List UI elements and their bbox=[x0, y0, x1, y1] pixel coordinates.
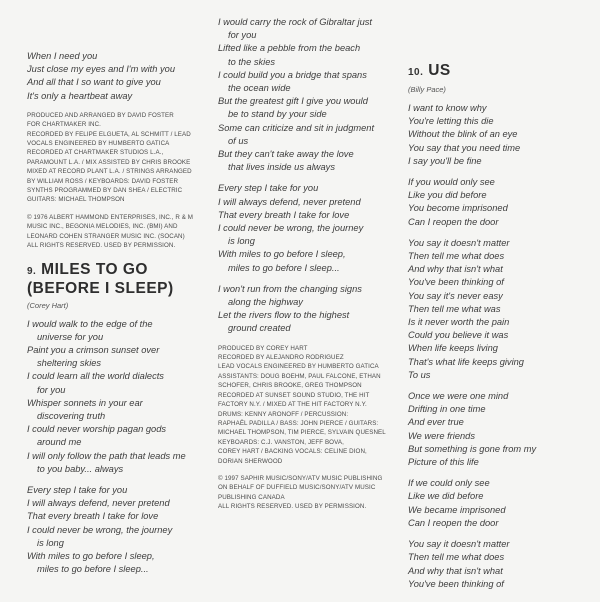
lyric-line: And ever true bbox=[408, 417, 464, 428]
lyric-line: ground created bbox=[228, 323, 291, 334]
lyric-line: If you would only see bbox=[408, 177, 495, 188]
lyric-line: But the greatest gift I give you would bbox=[218, 96, 368, 107]
lyric-line: Picture of this life bbox=[408, 457, 479, 468]
lyric-line: is long bbox=[37, 537, 64, 548]
column-right bbox=[408, 0, 592, 599]
lyric-line: You've been thinking of bbox=[408, 277, 504, 288]
lyric-line: Every step I take for you bbox=[218, 183, 319, 194]
lyric-line: And why that isn't what bbox=[408, 264, 503, 275]
lyric-line: You say that you need time bbox=[408, 142, 521, 153]
lyric-line: That every breath I take for love bbox=[27, 511, 159, 522]
copyright-line: ALL RIGHTS RESERVED. USED BY PERMISSION. bbox=[218, 503, 367, 511]
lyrics-stanza bbox=[218, 283, 394, 336]
lyric-line: We were friends bbox=[408, 430, 475, 441]
lyric-line: Just close my eyes and I'm with you bbox=[27, 64, 176, 75]
lyric-line: miles to go before I sleep... bbox=[37, 564, 149, 575]
lyrics-stanza bbox=[408, 237, 592, 382]
lyric-line: Paint you a crimson sunset over bbox=[27, 344, 160, 355]
lyric-line: Can I reopen the door bbox=[408, 517, 499, 528]
lyric-line: I could never be wrong, the journey bbox=[27, 524, 173, 535]
credit-line: GUITARS: MICHAEL THOMPSON bbox=[27, 196, 125, 204]
credit-line: FOR CHARTMAKER INC. bbox=[27, 121, 101, 129]
credit-line: KEYBOARDS: C.J. VANSTON, JEFF BOVA, bbox=[218, 438, 344, 446]
credits-block bbox=[218, 344, 394, 466]
lyric-line: I will always defend, never pretend bbox=[218, 196, 361, 207]
copyright-line: LEONARD COHEN STRANGER MUSIC INC. (SOCAN) bbox=[27, 232, 185, 240]
credit-line: FACTORY N.Y. / MIXED AT THE HIT FACTORY N.Y. bbox=[218, 401, 367, 409]
lyric-line: I would walk to the edge of the bbox=[27, 318, 153, 329]
song-title: MILES TO GO bbox=[41, 260, 148, 278]
lyric-line: Lifted like a pebble from the beach bbox=[218, 43, 361, 54]
lyric-line: Could you believe it was bbox=[408, 330, 509, 341]
lyric-line: I could learn all the world dialects bbox=[27, 371, 164, 382]
lyric-line: With miles to go before I sleep, bbox=[218, 249, 346, 260]
copyright-line: © 1976 ALBERT HAMMOND ENTERPRISES, INC., R & M bbox=[27, 213, 194, 221]
credit-line: COREY HART / BACKING VOCALS: CELINE DION, bbox=[218, 448, 367, 456]
lyrics-stanza bbox=[408, 176, 592, 229]
lyric-line: Then tell me what does bbox=[408, 251, 505, 262]
credit-line: RECORDED AT CHARTMAKER STUDIOS L.A., bbox=[27, 149, 164, 157]
credit-line: RECORDED BY FELIPE ELGUETA, AL SCHMITT / LEAD bbox=[27, 130, 191, 138]
song-writer: (Billy Pace) bbox=[408, 85, 446, 94]
copyright-line: © 1997 SAPHIR MUSIC/SONY/ATV MUSIC PUBLISHING bbox=[218, 474, 383, 482]
copyright-line: ON BEHALF OF DUFFIELD MUSIC/SONY/ATV MUSIC bbox=[218, 484, 376, 492]
lyric-line: I won't run from the changing signs bbox=[218, 283, 362, 294]
copyright-line: MUSIC INC., BEGONIA MELODIES, INC. (BMI) AND bbox=[27, 223, 178, 231]
lyric-line: You're letting this die bbox=[408, 116, 494, 127]
copyright-block bbox=[218, 474, 394, 512]
credit-line: BY WILLIAM ROSS / KEYBOARDS: DAVID FOSTER bbox=[27, 177, 179, 185]
lyrics-stanza bbox=[27, 50, 213, 103]
lyric-line: sheltering skies bbox=[37, 358, 102, 369]
column-middle bbox=[218, 0, 394, 520]
credit-line: PARAMOUNT L.A. / MIX ASSISTED BY CHRIS BROOKE bbox=[27, 158, 191, 166]
song-number: 10. bbox=[408, 67, 424, 78]
song-writer: (Corey Hart) bbox=[27, 300, 69, 310]
lyric-line: I will only follow the path that leads me bbox=[27, 450, 186, 461]
lyric-line: around me bbox=[37, 437, 82, 448]
lyric-line: And why that isn't what bbox=[408, 565, 503, 576]
lyric-line: When I need you bbox=[27, 51, 98, 61]
lyrics-stanza bbox=[27, 318, 213, 476]
lyric-line: discovering truth bbox=[37, 410, 106, 421]
lyrics-stanza bbox=[408, 102, 592, 168]
lyric-line: along the highway bbox=[228, 297, 303, 308]
copyright-block bbox=[27, 213, 213, 251]
credit-line: VOCALS ENGINEERED BY HUMBERTO GATICA bbox=[27, 140, 170, 148]
lyrics-stanza bbox=[218, 16, 394, 174]
lyric-line: I would carry the rock of Gibraltar just bbox=[218, 17, 372, 27]
lyric-line: That's what life keeps giving bbox=[408, 356, 524, 367]
lyric-line: It's only a heartbeat away bbox=[27, 90, 133, 101]
lyric-line: be to stand by your side bbox=[228, 109, 327, 120]
lyric-line: for you bbox=[37, 384, 66, 395]
lyric-line: When life keeps living bbox=[408, 343, 498, 354]
song-number: 9. bbox=[27, 265, 37, 277]
lyric-line: for you bbox=[228, 30, 257, 41]
lyric-line: You say it doesn't matter bbox=[408, 237, 510, 248]
lyric-line: to you baby... always bbox=[37, 463, 124, 474]
lyric-line: Every step I take for you bbox=[27, 484, 128, 495]
lyric-line: And all that I so want to give you bbox=[27, 77, 161, 88]
lyric-line: I want to know why bbox=[408, 103, 487, 113]
song-title-continued: (BEFORE I SLEEP) bbox=[27, 279, 174, 297]
lyric-line: Once we were one mind bbox=[408, 391, 509, 402]
song-heading bbox=[408, 62, 592, 81]
lyrics-chorus bbox=[218, 182, 394, 274]
lyric-line: Is it never worth the pain bbox=[408, 317, 510, 328]
lyric-line: But something is gone from my bbox=[408, 443, 537, 454]
lyric-line: of us bbox=[228, 135, 249, 146]
lyric-line: If we could only see bbox=[408, 478, 490, 489]
credit-line: MICHAEL THOMPSON, TIM PIERCE, SYLVAIN QUESNEL bbox=[218, 429, 386, 437]
lyric-line: that lives inside us always bbox=[228, 162, 335, 173]
credit-line: SCHOFER, CHRIS BROOKE, GREG THOMPSON bbox=[218, 382, 362, 390]
copyright-line: ALL RIGHTS RESERVED. USED BY PERMISSION. bbox=[27, 242, 176, 250]
copyright-line: PUBLISHING CANADA bbox=[218, 493, 285, 501]
lyric-line: the ocean wide bbox=[228, 83, 291, 94]
lyric-line: to the skies bbox=[228, 56, 276, 67]
lyric-line: miles to go before I sleep... bbox=[228, 262, 340, 273]
lyric-line: Then tell me what does bbox=[408, 552, 505, 563]
lyric-line: Without the blink of an eye bbox=[408, 129, 518, 140]
lyrics-stanza bbox=[408, 390, 592, 469]
lyric-line: I could never be wrong, the journey bbox=[218, 223, 364, 234]
credit-line: RAPHAËL PADILLA / BASS: JOHN PIERCE / GUITARS: bbox=[218, 419, 379, 427]
song-heading bbox=[27, 261, 213, 297]
lyric-line: That every breath I take for love bbox=[218, 209, 350, 220]
lyric-line: I could build you a bridge that spans bbox=[218, 69, 367, 80]
lyric-line: Like you did before bbox=[408, 190, 487, 201]
column-left bbox=[27, 0, 213, 584]
credit-line: ASSISTANTS: DOUG BOEHM, PAUL FALCONE, ETHAN bbox=[218, 372, 381, 380]
lyric-line: is long bbox=[228, 236, 255, 247]
lyric-line: Whisper sonnets in your ear bbox=[27, 397, 143, 408]
credit-line: LEAD VOCALS ENGINEERED BY HUMBERTO GATICA bbox=[218, 363, 379, 371]
lyric-line: Then tell me what was bbox=[408, 303, 501, 314]
lyric-line: But they can't take away the love bbox=[218, 149, 354, 160]
lyric-line: You've been thinking of bbox=[408, 578, 504, 589]
lyric-line: You say it's never easy bbox=[408, 290, 503, 301]
lyric-line: I will always defend, never pretend bbox=[27, 498, 170, 509]
lyric-line: To us bbox=[408, 369, 431, 380]
lyric-line: We became imprisoned bbox=[408, 504, 506, 515]
credit-line: RECORDED BY ALEJANDRO RODRIGUEZ bbox=[218, 354, 344, 362]
lyric-line: I say you'll be fine bbox=[408, 155, 482, 166]
credit-line: DRUMS: KENNY ARONOFF / PERCUSSION: bbox=[218, 410, 349, 418]
lyric-line: Some can criticize and sit in judgment bbox=[218, 122, 375, 133]
lyric-line: You become imprisoned bbox=[408, 203, 508, 214]
song-title: US bbox=[428, 62, 451, 79]
credit-line: MIXED AT RECORD PLANT L.A. / STRINGS ARRANGED bbox=[27, 168, 192, 176]
lyrics-stanza bbox=[408, 477, 592, 530]
credit-line: SYNTHS PROGRAMMED BY DAN SHEA / ELECTRIC bbox=[27, 187, 183, 195]
lyrics-chorus bbox=[27, 484, 213, 576]
lyric-line: With miles to go before I sleep, bbox=[27, 550, 155, 561]
lyric-line: I could never worship pagan gods bbox=[27, 424, 167, 435]
credit-line: DORIAN SHERWOOD bbox=[218, 457, 283, 465]
lyric-line: Can I reopen the door bbox=[408, 216, 499, 227]
credit-line: RECORDED AT SUNSET SOUND STUDIO, THE HIT bbox=[218, 391, 370, 399]
lyrics-stanza bbox=[408, 538, 592, 591]
lyric-line: You say it doesn't matter bbox=[408, 539, 510, 550]
lyric-line: Like we did before bbox=[408, 491, 484, 502]
lyric-line: Drifting in one time bbox=[408, 404, 486, 415]
credit-line: PRODUCED BY COREY HART bbox=[218, 344, 308, 352]
credits-block bbox=[27, 111, 213, 205]
lyric-line: universe for you bbox=[37, 331, 104, 342]
lyric-line: Let the rivers flow to the highest bbox=[218, 310, 350, 321]
credit-line: PRODUCED AND ARRANGED BY DAVID FOSTER bbox=[27, 111, 174, 119]
